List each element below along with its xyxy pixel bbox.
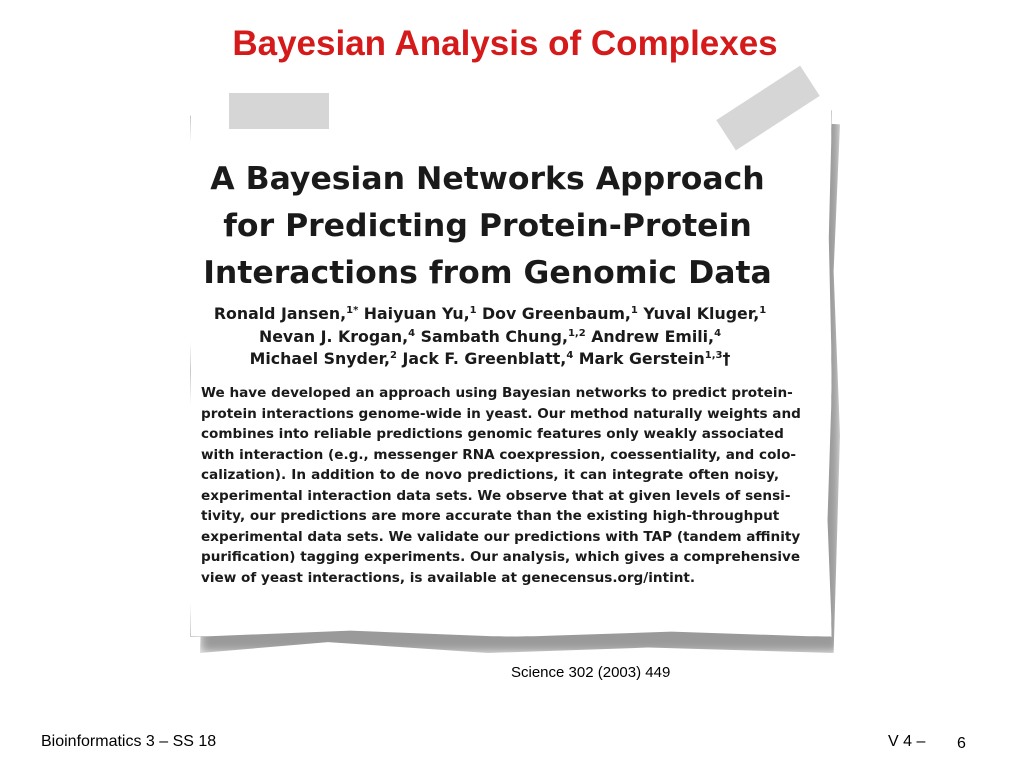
slide-title: Bayesian Analysis of Complexes bbox=[232, 24, 778, 63]
footer-course: Bioinformatics 3 – SS 18 bbox=[41, 733, 217, 750]
paper-title: A Bayesian Networks Approach for Predicting Protein-Protein Interactions from Genomic Data bbox=[203, 161, 772, 291]
author-affiliation: 4 bbox=[714, 327, 722, 339]
author: Yuval Kluger, bbox=[643, 304, 760, 323]
author: Michael Snyder, bbox=[249, 349, 391, 368]
author-affiliation: 1* bbox=[346, 305, 359, 316]
abstract-line: tivity, our predictions are more accurate than the existing high-throughput bbox=[201, 508, 780, 524]
paper-abstract bbox=[201, 383, 801, 588]
abstract-line: with interaction (e.g., messenger RNA coexpression, coessentiality, and colo- bbox=[201, 446, 797, 463]
author-affiliation: 1 bbox=[759, 305, 767, 316]
corresponding-author-mark: † bbox=[722, 349, 731, 368]
author: Nevan J. Krogan, bbox=[258, 326, 409, 346]
abstract-line: combines into reliable predictions genomic features only weakly associated bbox=[201, 426, 784, 442]
tape-left bbox=[229, 93, 329, 129]
author-affiliation: 4 bbox=[566, 350, 574, 361]
citation: Science 302 (2003) 449 bbox=[511, 664, 671, 681]
author: Dov Greenbaum, bbox=[482, 304, 631, 323]
abstract-line: view of yeast interactions, is available at genecensus.org/intint. bbox=[201, 569, 696, 586]
author-affiliation: 1 bbox=[630, 305, 638, 316]
author-affiliation: 4 bbox=[408, 327, 416, 339]
author: Mark Gerstein bbox=[578, 349, 705, 368]
author: Jack F. Greenblatt, bbox=[402, 349, 567, 368]
author-affiliation: 2 bbox=[390, 350, 398, 361]
paper-authors bbox=[190, 303, 790, 371]
page-number: 6 bbox=[957, 735, 966, 752]
author: Haiyuan Yu, bbox=[363, 304, 470, 323]
abstract-line: experimental data sets. We validate our predictions with TAP (tandem affinity bbox=[201, 528, 801, 545]
author-affiliation: 1 bbox=[469, 305, 477, 316]
abstract-line: protein interactions genome-wide in yeast. Our method naturally weights and bbox=[201, 405, 801, 422]
author: Andrew Emili, bbox=[591, 326, 715, 346]
author: Sambath Chung, bbox=[420, 326, 568, 346]
abstract-line: We have developed an approach using Bayesian networks to predict protein- bbox=[201, 385, 793, 401]
author-affiliation: 1,3 bbox=[704, 350, 723, 361]
author: Ronald Jansen, bbox=[213, 304, 347, 323]
abstract-line: calization). In addition to de novo predictions, it can integrate often noisy, bbox=[201, 467, 779, 483]
author-affiliation: 1,2 bbox=[567, 327, 586, 339]
abstract-line: experimental interaction data sets. We observe that at given levels of sensi- bbox=[201, 487, 791, 504]
abstract-line: purification) tagging experiments. Our analysis, which gives a comprehensive bbox=[201, 549, 801, 565]
footer-lecture: V 4 – bbox=[888, 733, 926, 750]
